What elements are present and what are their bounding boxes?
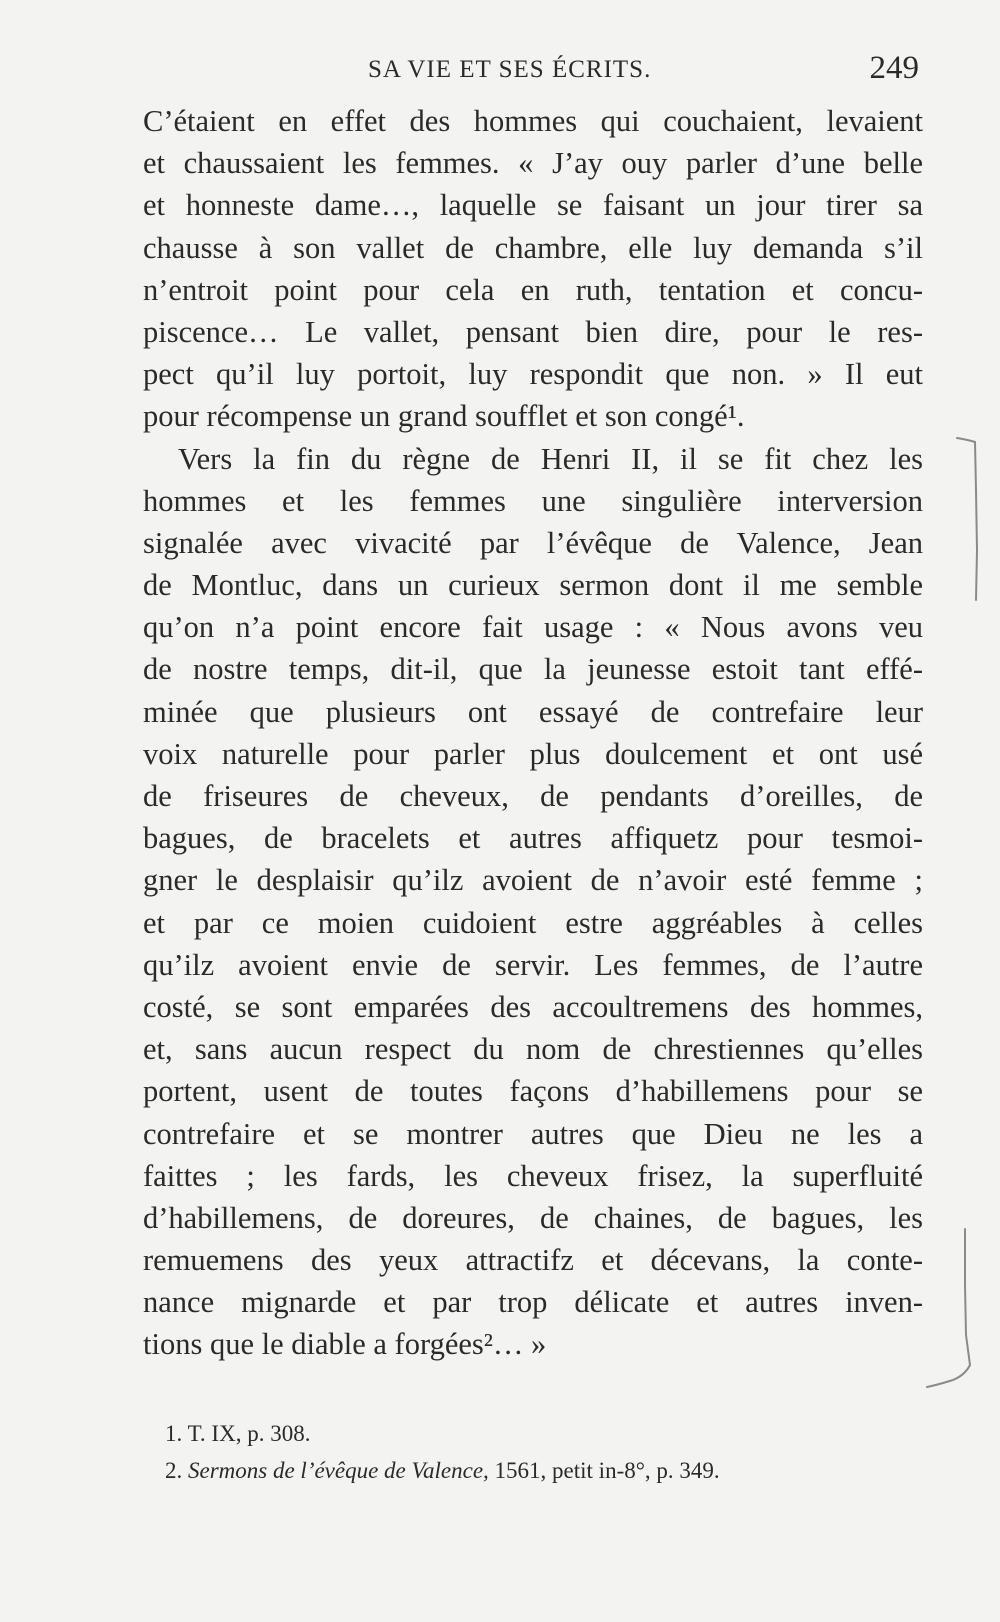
margin-bracket-mark-upper [955,430,985,610]
text-line: de nostre temps, dit-il, que la jeunesse estoit tant effé- [143,652,923,687]
body-text [143,100,923,1366]
footnote-2-number: 2. [165,1458,188,1483]
text-line: et, sans aucun respect du nom de chrestiennes qu’elles [143,1032,923,1067]
text-line: qu’on n’a point encore fait usage : « Nous avons veu [143,610,923,645]
margin-bracket-mark-lower [925,1225,975,1395]
footnote-1: 1. T. IX, p. 308. [165,1421,311,1446]
text-line: chausse à son vallet de chambre, elle luy demanda s’il [143,230,923,265]
text-line: costé, se sont emparées des accoultremens des hommes, [143,989,923,1024]
text-line: n’entroit point pour cela en ruth, tentation et concu- [143,272,923,307]
text-line: piscence… Le vallet, pensant bien dire, pour le res- [143,314,923,349]
footnote-2-rest: 1561, petit in-8°, p. 349. [488,1458,720,1483]
text-line: d’habillemens, de doreures, de chaines, de bagues, les [143,1200,923,1235]
text-line: signalée avec vivacité par l’évêque de Valence, Jean [143,525,923,560]
text-line: minée que plusieurs ont essayé de contrefaire leur [143,694,923,729]
text-line: et chaussaient les femmes. « J’ay ouy parler d’une belle [143,146,923,181]
text-line: Vers la fin du règne de Henri II, il se fit chez les [178,441,923,476]
footnote-2-title: Sermons de l’évêque de Valence, [188,1458,489,1483]
footnotes [165,1415,905,1489]
footnote-2 [165,1452,905,1489]
running-title: SA VIE ET SES ÉCRITS. [368,56,652,83]
text-line: tions que le diable a forgées²… » [143,1327,547,1362]
text-line: remuemens des yeux attractifz et décevans, la conte- [143,1243,923,1278]
text-line: bagues, de bracelets et autres affiquetz pour tesmoi- [143,821,923,856]
text-line: C’étaient en effet des hommes qui couchaient, levaient [143,104,923,138]
text-line: faittes ; les fards, les cheveux frisez, la superfluité [143,1158,923,1193]
running-head [143,50,923,90]
text-line: portent, usent de toutes façons d’habillemens pour se [143,1074,923,1109]
text-line: pect qu’il luy portoit, luy respondit que non. » Il eut [143,357,923,392]
text-line: pour récompense un grand soufflet et son congé¹. [143,399,745,434]
text-line: voix naturelle pour parler plus doulcement et ont usé [143,736,923,771]
text-line: et par ce moien cuidoient estre aggréables à celles [143,905,923,940]
text-line: hommes et les femmes une singulière interversion [143,483,923,518]
text-line: et honneste dame…, laquelle se faisant un jour tirer sa [143,188,923,223]
text-line: contrefaire et se montrer autres que Dieu ne les a [143,1116,923,1151]
text-line: nance mignarde et par trop délicate et autres inven- [143,1285,923,1320]
text-line: de Montluc, dans un curieux sermon dont il me semble [143,568,923,603]
text-line: de friseures de cheveux, de pendants d’oreilles, de [143,779,923,813]
page-number: 249 [869,50,919,86]
text-line: qu’ilz avoient envie de servir. Les femmes, de l’autre [143,947,923,982]
text-line: gner le desplaisir qu’ilz avoient de n’avoir esté femme ; [143,863,923,898]
